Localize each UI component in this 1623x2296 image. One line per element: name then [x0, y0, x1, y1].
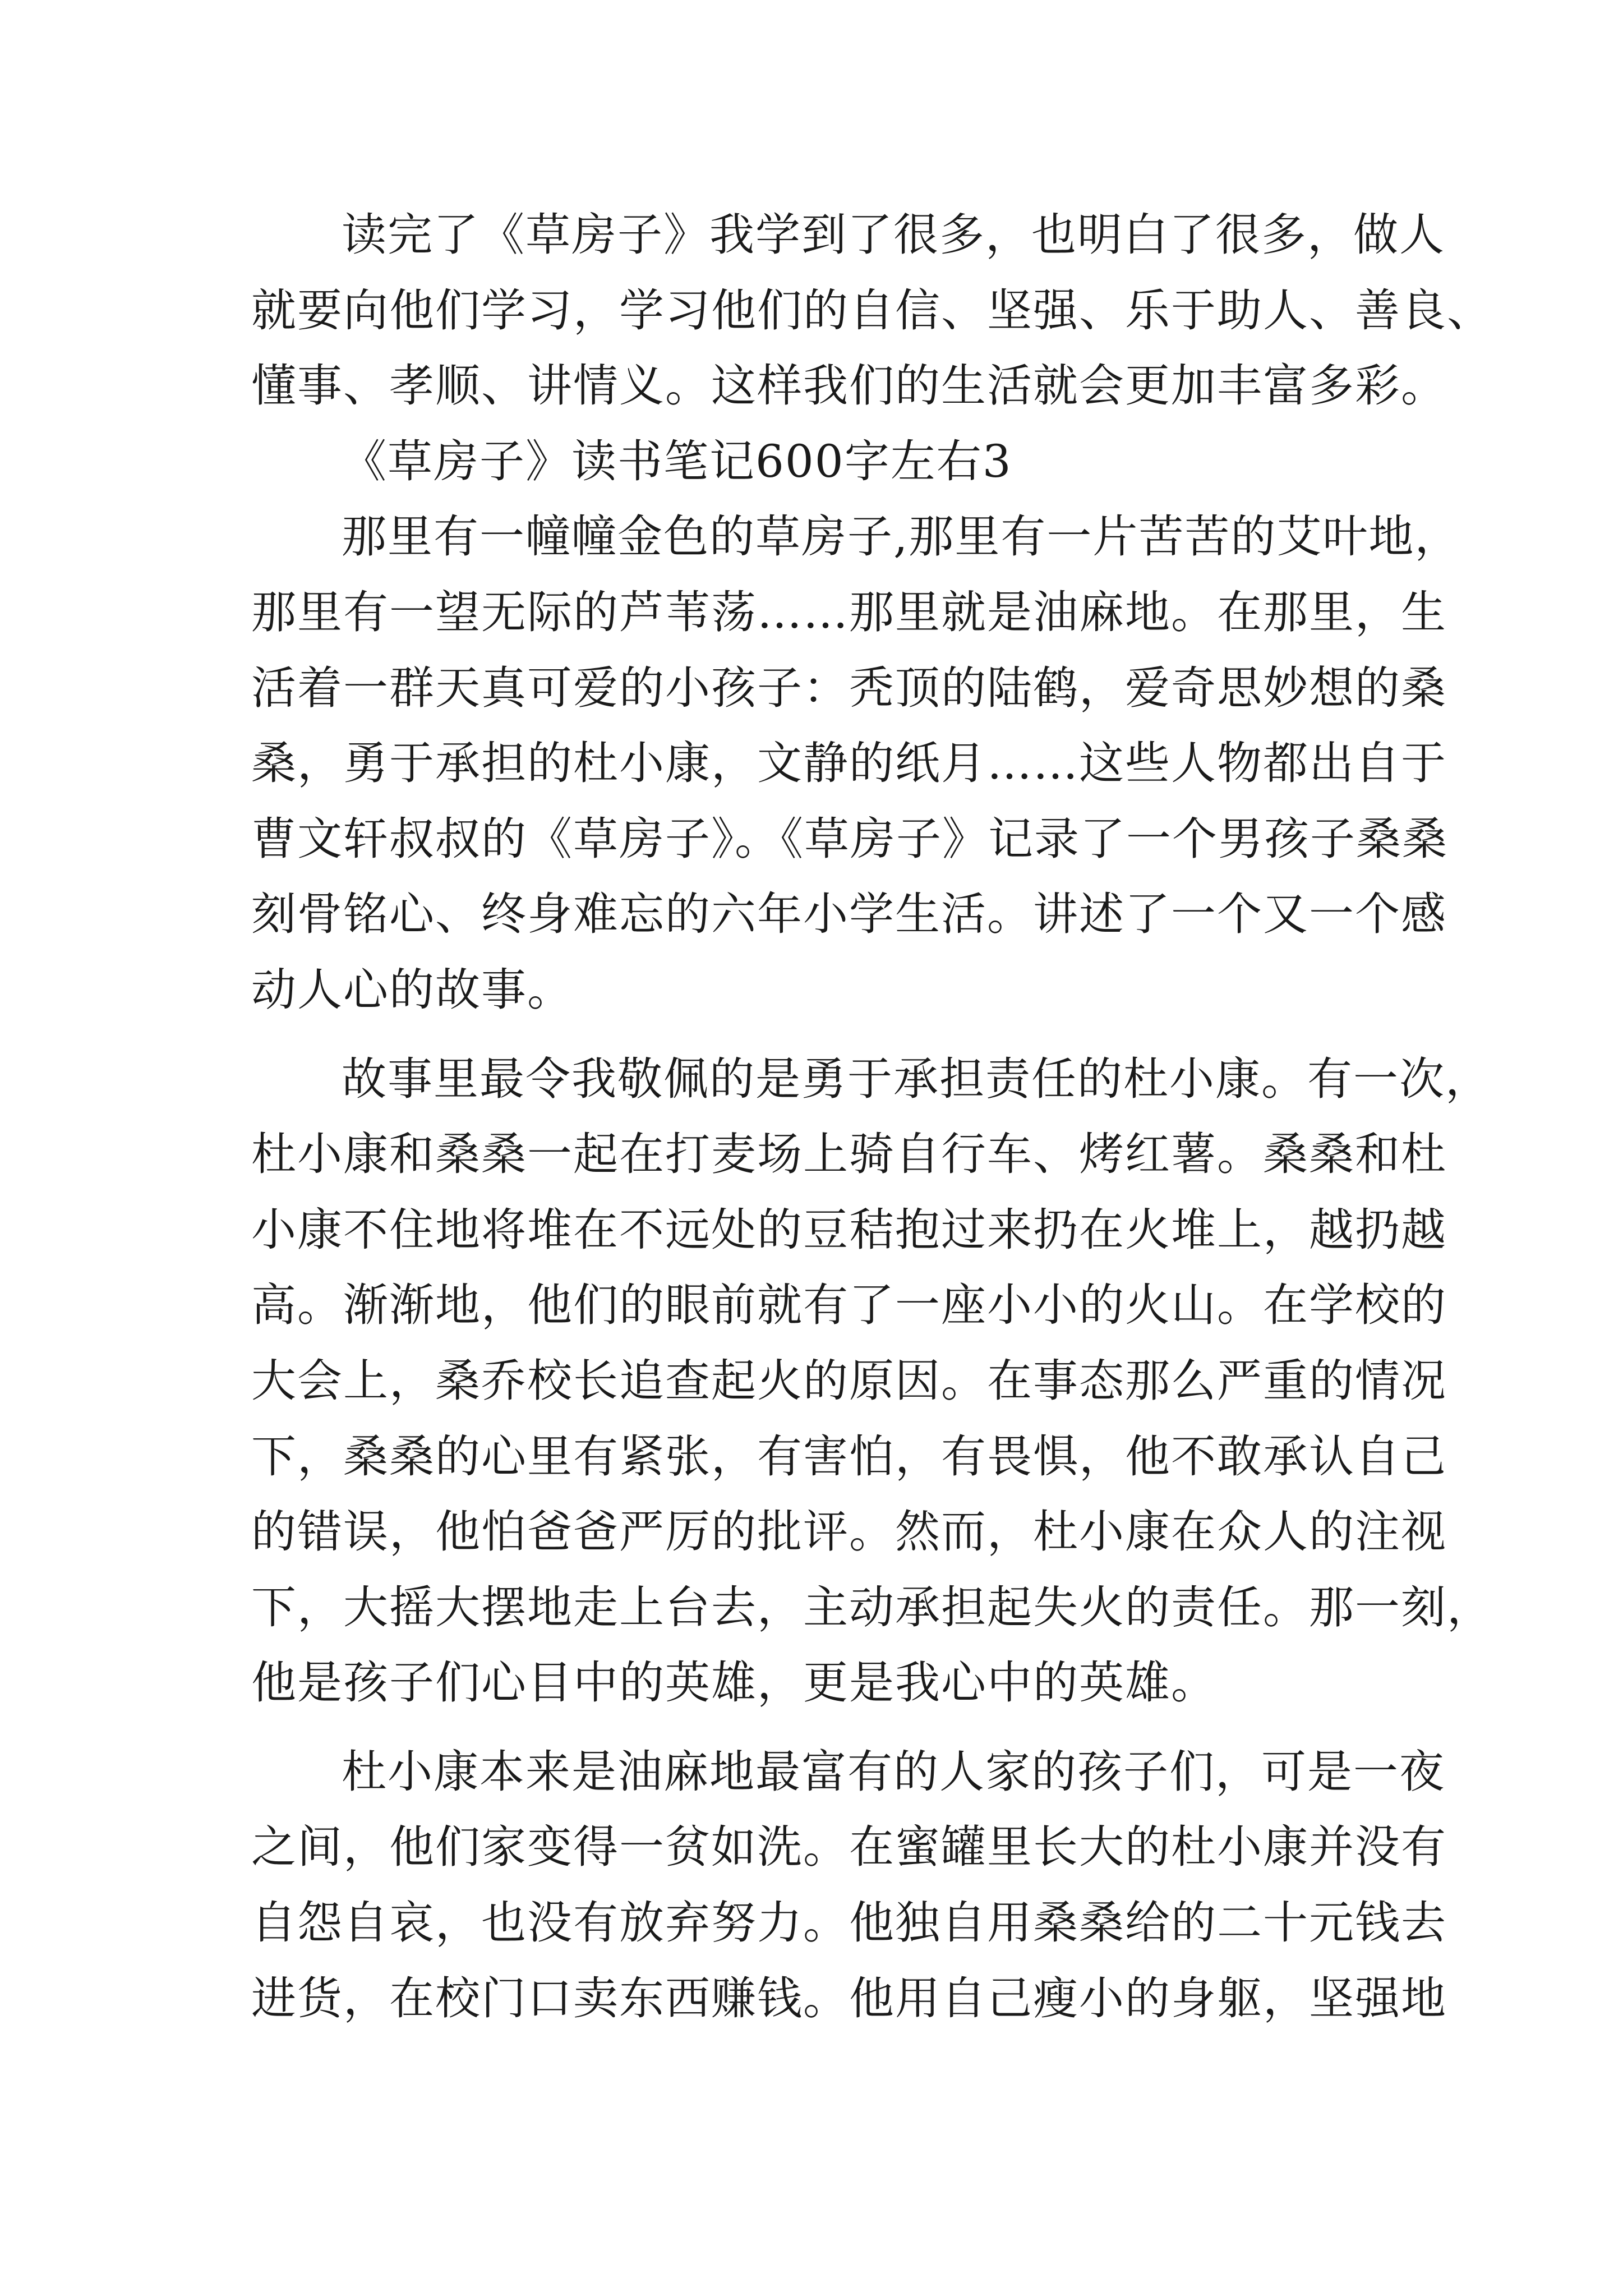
text-line: 杜小康本来是油麻地最富有的人家的孩子们，可是一夜: [342, 1745, 1445, 1798]
heading-text: 《草房子》读书笔记600字左右3: [342, 435, 1012, 487]
text-line: 动人心的故事。: [251, 963, 573, 1016]
text-line: 之间，他们家变得一贫如洗。在蜜罐里长大的杜小康并没有: [251, 1821, 1447, 1874]
section-heading: [251, 424, 1393, 500]
text-line: 下，桑桑的心里有紧张，有害怕，有畏惧，他不敢承认自己: [251, 1430, 1447, 1483]
text-line: 就要向他们学习，学习他们的自信、坚强、乐于助人、善良、: [251, 284, 1493, 337]
text-line: 桑，勇于承担的杜小康，文静的纸月……这些人物都出自于: [251, 737, 1447, 790]
text-line: 曹文轩叔叔的《草房子》。《草房子》记录了一个男孩子桑桑: [251, 812, 1448, 865]
text-line: 懂事、孝顺、讲情义。这样我们的生活就会更加丰富多彩。: [251, 360, 1447, 412]
text-line: 那里有一幢幢金色的草房子,那里有一片苦苦的艾叶地，: [342, 510, 1461, 563]
text-line: 下，大摇大摆地走上台去，主动承担起失火的责任。那一刻，: [251, 1581, 1493, 1634]
text-line: 自怨自哀，也没有放弃努力。他独自用桑桑给的二十元钱去: [251, 1897, 1447, 1949]
text-line: 活着一群天真可爱的小孩子：秃顶的陆鹤，爱奇思妙想的桑: [251, 661, 1447, 714]
text-line: 刻骨铭心、终身难忘的六年小学生活。讲述了一个又一个感: [251, 888, 1447, 941]
document-body: [251, 197, 1493, 2036]
text-line: 他是孩子们心目中的英雄，更是我心中的英雄。: [251, 1657, 1217, 1709]
text-line: 大会上，桑乔校长追查起火的原因。在事态那么严重的情况: [251, 1354, 1447, 1407]
paragraph-spacer: [251, 1028, 1393, 1042]
text-line: 进货，在校门口卖东西赚钱。他用自己瘦小的身躯，坚强地: [251, 1972, 1447, 2024]
paragraph: [251, 1042, 1493, 1721]
text-line: 读完了《草房子》我学到了很多，也明白了很多，做人: [342, 209, 1445, 261]
text-line: 的错误，他怕爸爸严厉的批评。然而，杜小康在众人的注视: [251, 1506, 1447, 1558]
text-line: 高。渐渐地，他们的眼前就有了一座小小的火山。在学校的: [251, 1279, 1447, 1332]
text-line: 小康不住地将堆在不远处的豆秸抱过来扔在火堆上，越扔越: [251, 1203, 1447, 1256]
paragraph-spacer: [251, 1721, 1393, 1734]
text-line: 那里有一望无际的芦苇荡……那里就是油麻地。在那里，生: [251, 586, 1447, 638]
paragraph: [251, 197, 1493, 424]
paragraph: [251, 1734, 1447, 2036]
text-line: 杜小康和桑桑一起在打麦场上骑自行车、烤红薯。桑桑和杜: [251, 1128, 1447, 1181]
text-line: 故事里最令我敬佩的是勇于承担责任的杜小康。有一次，: [342, 1052, 1491, 1105]
paragraph: [251, 499, 1461, 1028]
